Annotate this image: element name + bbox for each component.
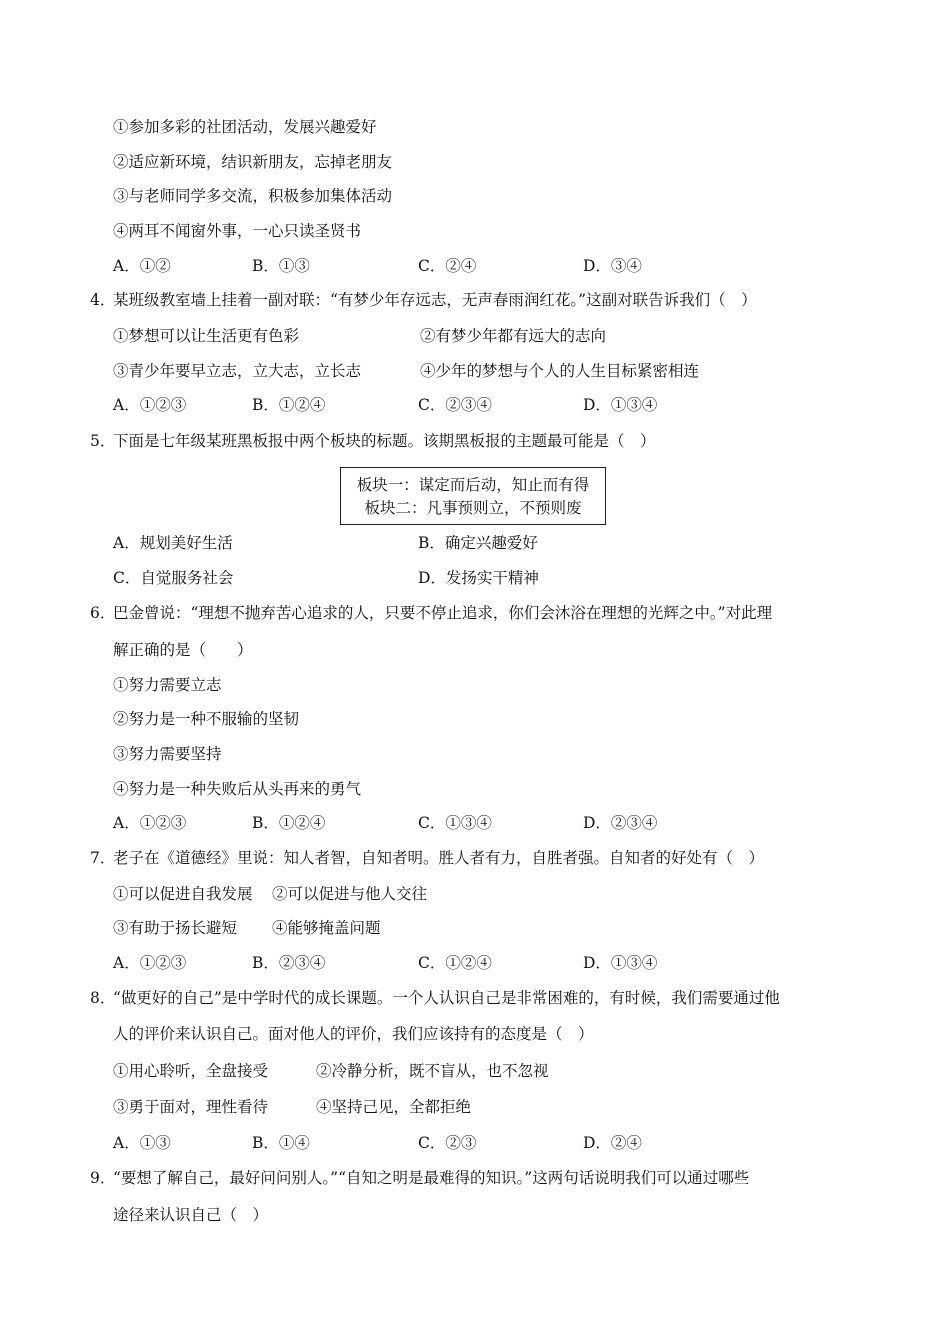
q3-option-c: C．②④ [418, 257, 477, 275]
q4-stem: 某班级教室墙上挂着一副对联：“有梦少年存远志，无声春雨润红花。”这副对联告诉我们（ ） [113, 291, 757, 309]
q3-option-d: D．③④ [583, 257, 642, 275]
q4-number: 4． [90, 291, 116, 309]
q3-item-1: ①参加多彩的社团活动，发展兴趣爱好 [113, 118, 377, 136]
q4-item-2: ②有梦少年都有远大的志向 [420, 327, 607, 345]
q9-stem-line-2: 途径来认识自己（ ） [113, 1206, 269, 1224]
q6-number: 6． [90, 604, 116, 622]
q5-option-a: A．规划美好生活 [113, 534, 233, 552]
q6-item-1: ①努力需要立志 [113, 676, 222, 694]
q5-option-c: C．自觉服务社会 [113, 569, 234, 587]
q4-option-d: D．①③④ [583, 396, 658, 414]
q6-option-d: D．②③④ [583, 814, 658, 832]
q5-number: 5． [90, 432, 116, 450]
q3-item-4: ④两耳不闻窗外事，一心只读圣贤书 [113, 222, 362, 240]
q7-number: 7． [90, 849, 116, 867]
q8-stem-line-2: 人的评价来认识自己。面对他人的评价，我们应该持有的态度是（ ） [113, 1025, 594, 1043]
q6-stem-line-1: 巴金曾说：“理想不抛弃苦心追求的人，只要不停止追求，你们会沐浴在理想的光辉之中。”对此理 [113, 604, 773, 622]
q4-option-c: C．②③④ [418, 396, 492, 414]
q6-item-4: ④努力是一种失败后从头再来的勇气 [113, 780, 362, 798]
q7-option-b: B．②③④ [252, 954, 326, 972]
q5-stem: 下面是七年级某班黑板报中两个板块的标题。该期黑板报的主题最可能是（ ） [113, 432, 656, 450]
q6-option-a: A．①②③ [113, 814, 187, 832]
q9-stem-line-1: “要想了解自己，最好问问别人。”“自知之明是最难得的知识。”这两句话说明我们可以通过哪些 [113, 1169, 750, 1187]
q7-option-a: A．①②③ [113, 954, 187, 972]
q6-item-2: ②努力是一种不服输的坚韧 [113, 710, 300, 728]
q8-option-c: C．②③ [418, 1134, 477, 1152]
q8-option-a: A．①③ [113, 1134, 171, 1152]
q8-item-1: ①用心聆听，全盘接受 [113, 1062, 269, 1080]
q8-item-2: ②冷静分析，既不盲从，也不忽视 [316, 1062, 549, 1080]
q7-item-4: ④能够掩盖问题 [272, 919, 381, 937]
q3-option-a: A．①② [113, 257, 171, 275]
q5-option-d: D．发扬实干精神 [418, 569, 539, 587]
q4-item-4: ④少年的梦想与个人的人生目标紧密相连 [420, 362, 700, 380]
q7-item-3: ③有助于扬长避短 [113, 919, 238, 937]
q8-number: 8． [90, 989, 116, 1007]
q7-option-d: D．①③④ [583, 954, 658, 972]
q3-item-3: ③与老师同学多交流，积极参加集体活动 [113, 187, 393, 205]
blackboard-box [340, 467, 606, 525]
q4-item-1: ①梦想可以让生活更有色彩 [113, 327, 300, 345]
q7-item-2: ②可以促进与他人交往 [272, 885, 428, 903]
q5-option-b: B．确定兴趣爱好 [418, 534, 538, 552]
q3-item-2: ②适应新环境，结识新朋友，忘掉老朋友 [113, 153, 393, 171]
q4-option-a: A．①②③ [113, 396, 187, 414]
q7-option-c: C．①②④ [418, 954, 492, 972]
q6-option-b: B．①②④ [252, 814, 326, 832]
q3-option-b: B．①③ [252, 257, 310, 275]
q8-option-b: B．①④ [252, 1134, 310, 1152]
q8-item-3: ③勇于面对，理性看待 [113, 1098, 269, 1116]
box-line-1: 板块一：谋定而后动，知止而有得 [356, 476, 590, 494]
q9-number: 9． [90, 1169, 116, 1187]
q6-stem-line-2: 解正确的是（ ） [113, 641, 253, 659]
q7-stem: 老子在《道德经》里说：知人者智，自知者明。胜人者有力，自胜者强。自知者的好处有（ ） [113, 849, 765, 867]
q6-option-c: C．①③④ [418, 814, 492, 832]
q8-option-d: D．②④ [583, 1134, 642, 1152]
q8-item-4: ④坚持己见，全都拒绝 [316, 1098, 472, 1116]
q7-item-1: ①可以促进自我发展 [113, 885, 253, 903]
q8-stem-line-1: “做更好的自己”是中学时代的成长课题。一个人认识自己是非常困难的，有时候，我们需要通过他 [113, 989, 780, 1007]
box-line-2: 板块二：凡事预则立，不预则废 [364, 499, 582, 517]
q4-option-b: B．①②④ [252, 396, 326, 414]
q6-item-3: ③努力需要坚持 [113, 745, 222, 763]
q4-item-3: ③青少年要早立志，立大志，立长志 [113, 362, 362, 380]
